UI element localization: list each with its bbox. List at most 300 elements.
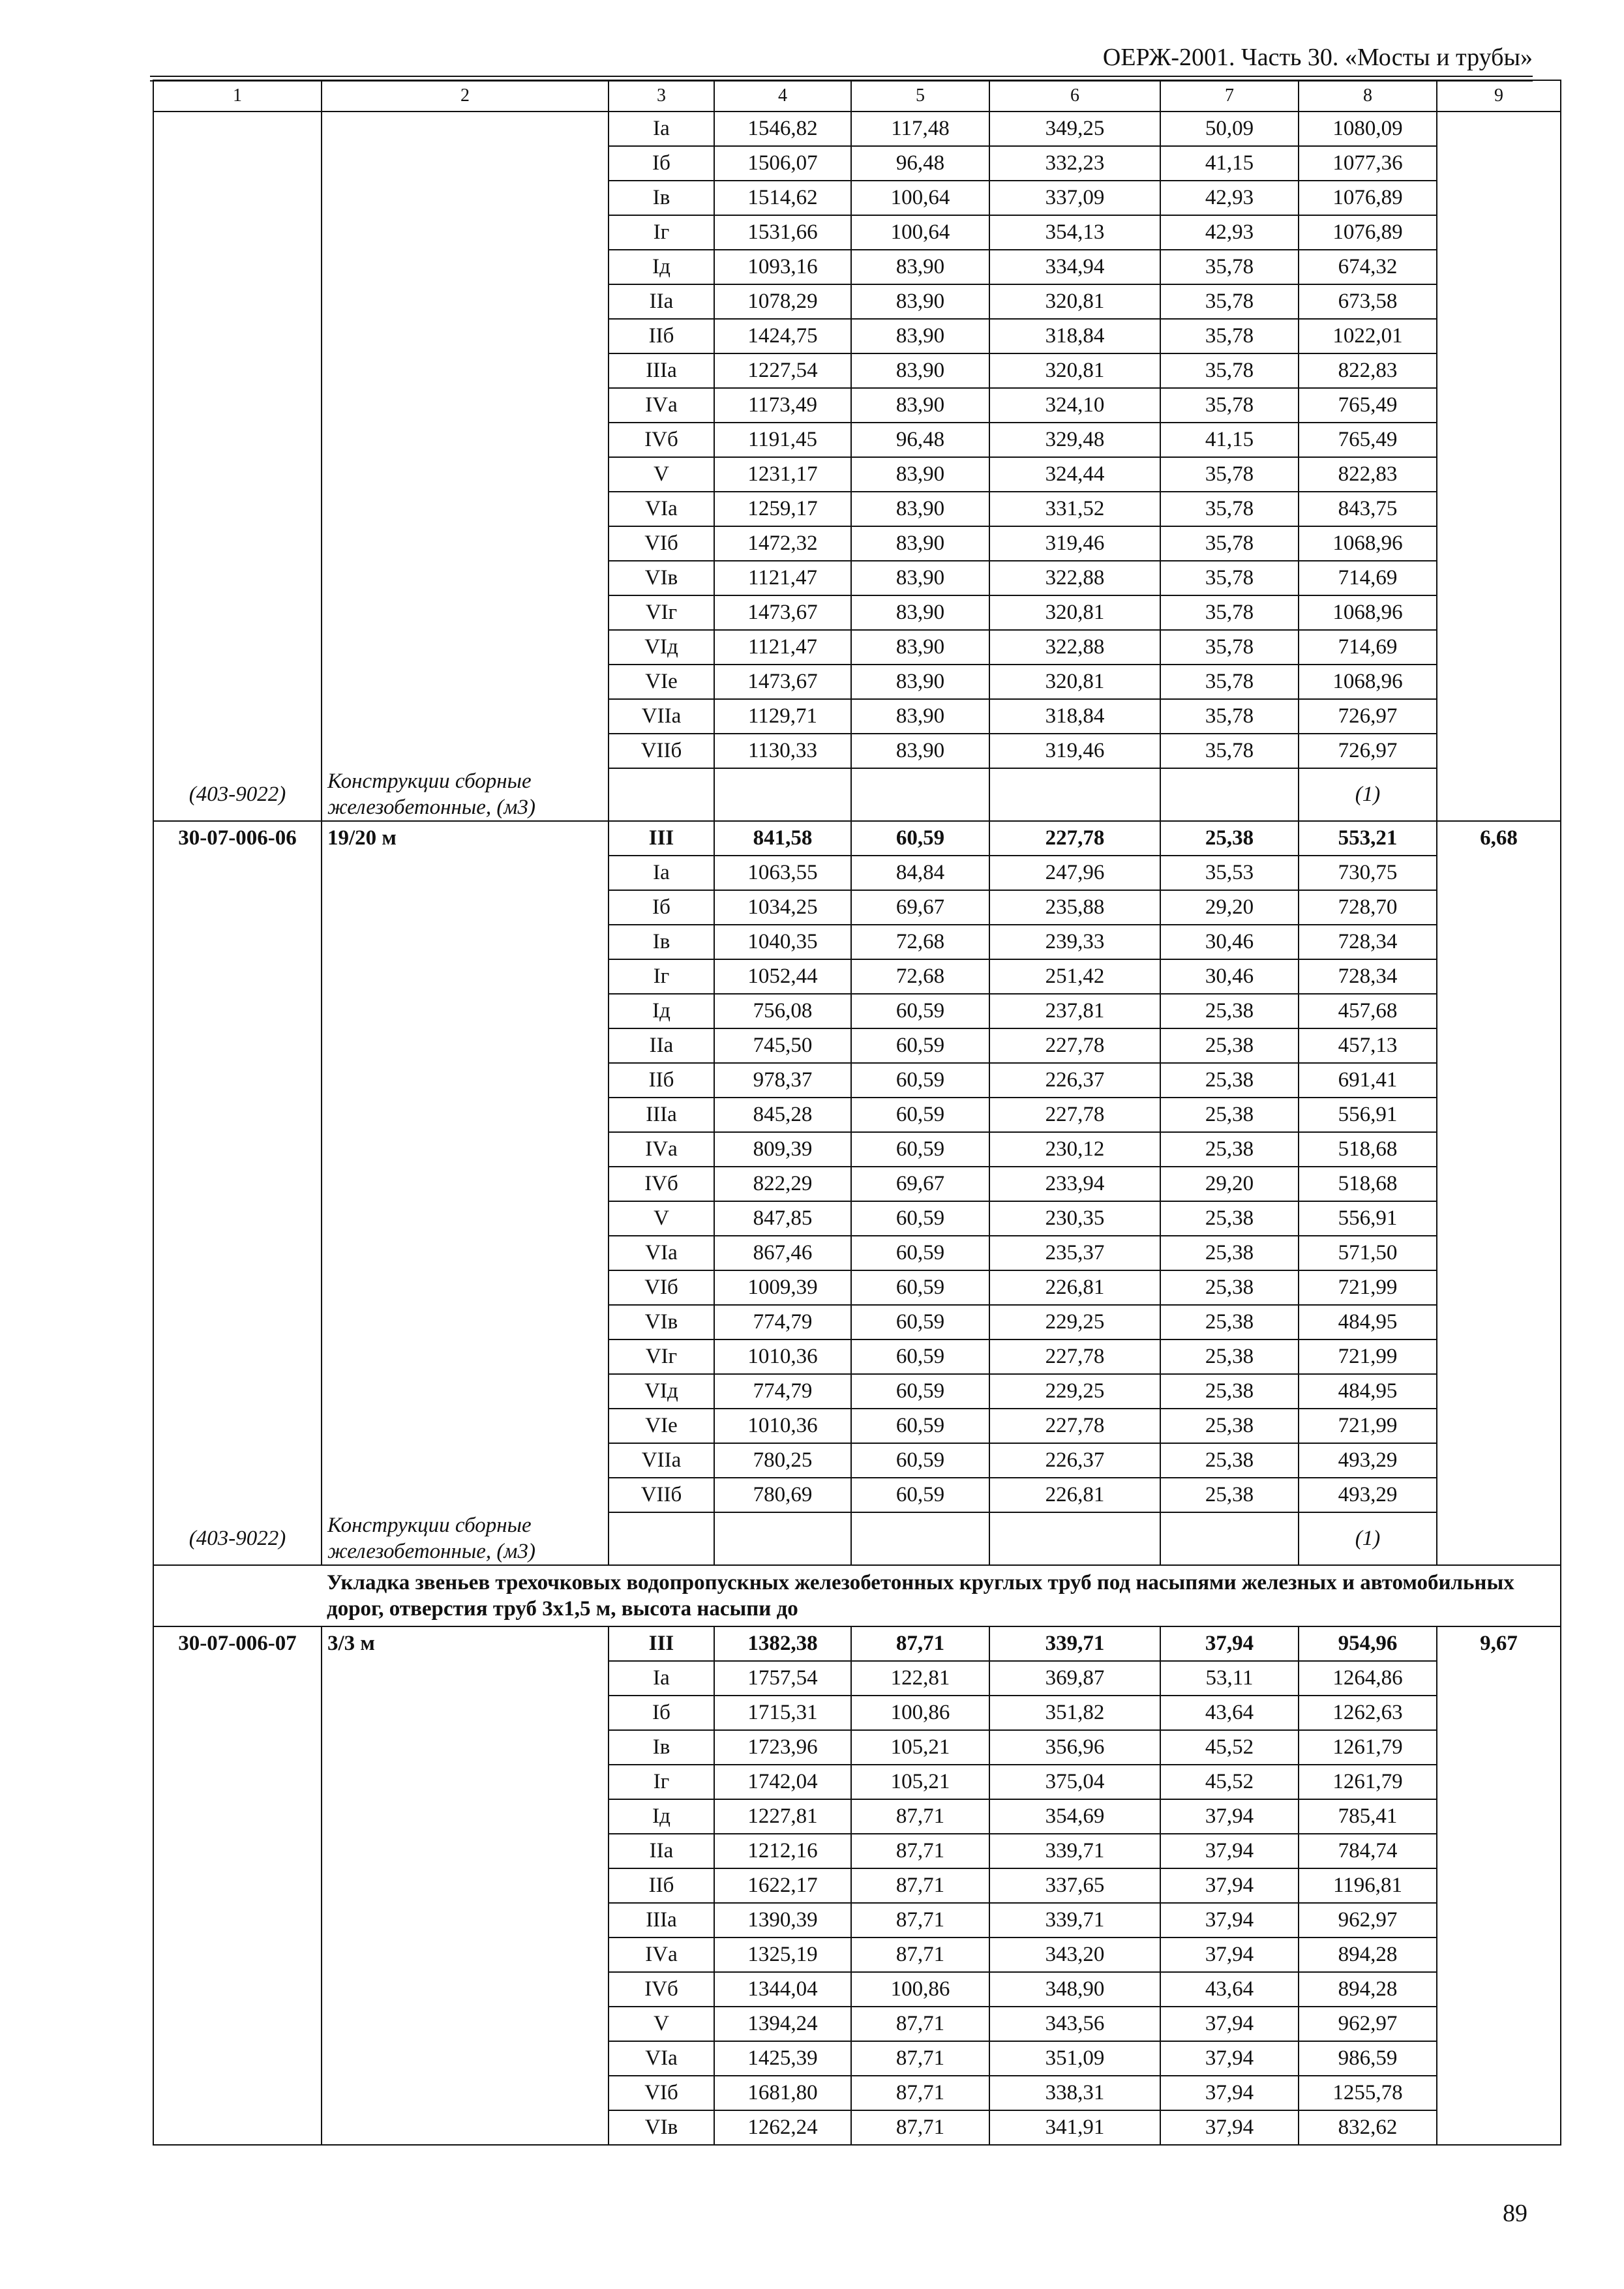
table-row xyxy=(153,1132,1561,1167)
name-spacer xyxy=(322,1478,609,1512)
table-row xyxy=(153,665,1561,699)
value-cell: 60,59 xyxy=(851,1305,989,1339)
code-spacer xyxy=(153,1028,322,1063)
rate-main-row xyxy=(153,1626,1561,1661)
value-cell: 329,48 xyxy=(989,423,1160,457)
table-row xyxy=(153,284,1561,319)
value-cell: 25,38 xyxy=(1160,1201,1299,1236)
value-cell: 1546,82 xyxy=(714,112,851,146)
region-zone: VIIа xyxy=(609,699,714,734)
labor-spacer xyxy=(1437,959,1561,994)
code-spacer xyxy=(153,1409,322,1443)
value-cell: 986,59 xyxy=(1299,2041,1437,2076)
value-cell: 87,71 xyxy=(851,1937,989,1972)
name-spacer xyxy=(322,1765,609,1799)
value-cell: 25,38 xyxy=(1160,1478,1299,1512)
name-spacer xyxy=(322,181,609,215)
table-row xyxy=(153,1270,1561,1305)
value-cell: 235,37 xyxy=(989,1236,1160,1270)
value-cell: 30,46 xyxy=(1160,925,1299,959)
region-zone: VIа xyxy=(609,1236,714,1270)
code-spacer xyxy=(153,1270,322,1305)
code-spacer xyxy=(153,284,322,319)
name-spacer xyxy=(322,319,609,353)
rates-table xyxy=(153,80,1561,2146)
value-cell: 83,90 xyxy=(851,284,989,319)
table-row xyxy=(153,994,1561,1028)
value-cell: 45,52 xyxy=(1160,1765,1299,1799)
value-cell: 37,94 xyxy=(1160,1799,1299,1834)
name-spacer xyxy=(322,959,609,994)
value-cell: 354,69 xyxy=(989,1799,1160,1834)
value-cell: 1076,89 xyxy=(1299,181,1437,215)
value-cell: 1009,39 xyxy=(714,1270,851,1305)
value-cell: 1173,49 xyxy=(714,388,851,423)
value-cell: 319,46 xyxy=(989,526,1160,561)
value-cell: 894,28 xyxy=(1299,1972,1437,2007)
section-spacer xyxy=(153,1565,322,1626)
empty-cell xyxy=(989,1512,1160,1565)
value-cell: 37,94 xyxy=(1160,1626,1299,1661)
code-spacer xyxy=(153,457,322,492)
column-number: 3 xyxy=(609,80,714,112)
table-row xyxy=(153,1478,1561,1512)
value-cell: 1757,54 xyxy=(714,1661,851,1696)
name-spacer xyxy=(322,2110,609,2145)
value-cell: 83,90 xyxy=(851,353,989,388)
empty-cell xyxy=(1160,1512,1299,1565)
labor-spacer xyxy=(1437,994,1561,1028)
column-number: 9 xyxy=(1437,80,1561,112)
region-zone: IIIа xyxy=(609,353,714,388)
column-number: 5 xyxy=(851,80,989,112)
value-cell: 230,12 xyxy=(989,1132,1160,1167)
value-cell: 774,79 xyxy=(714,1374,851,1409)
empty-cell xyxy=(714,1512,851,1565)
value-cell: 100,86 xyxy=(851,1972,989,2007)
value-cell: 227,78 xyxy=(989,1409,1160,1443)
value-cell: 100,64 xyxy=(851,215,989,250)
region-zone: VIIб xyxy=(609,734,714,768)
value-cell: 25,38 xyxy=(1160,1063,1299,1098)
code-spacer xyxy=(153,1834,322,1868)
code-spacer xyxy=(153,1696,322,1730)
value-cell: 1262,63 xyxy=(1299,1696,1437,1730)
value-cell: 337,65 xyxy=(989,1868,1160,1903)
value-cell: 457,13 xyxy=(1299,1028,1437,1063)
value-cell: 35,78 xyxy=(1160,457,1299,492)
labor-spacer xyxy=(1437,526,1561,561)
value-cell: 334,94 xyxy=(989,250,1160,284)
value-cell: 83,90 xyxy=(851,595,989,630)
value-cell: 1196,81 xyxy=(1299,1868,1437,1903)
name-spacer xyxy=(322,1028,609,1063)
value-cell: 37,94 xyxy=(1160,2041,1299,2076)
value-cell: 35,78 xyxy=(1160,388,1299,423)
value-cell: 60,59 xyxy=(851,1098,989,1132)
labor-spacer xyxy=(1437,319,1561,353)
code-spacer xyxy=(153,2007,322,2041)
name-spacer xyxy=(322,1374,609,1409)
value-cell: 9,67 xyxy=(1437,1626,1561,1661)
region-zone: V xyxy=(609,457,714,492)
value-cell: 37,94 xyxy=(1160,2110,1299,2145)
section-title-row xyxy=(153,1565,1561,1626)
value-cell: 1052,44 xyxy=(714,959,851,994)
table-row xyxy=(153,1730,1561,1765)
region-zone: IIб xyxy=(609,319,714,353)
page-header xyxy=(150,38,1533,77)
labor-spacer xyxy=(1437,1201,1561,1236)
value-cell: 87,71 xyxy=(851,2076,989,2110)
value-cell: 553,21 xyxy=(1299,821,1437,856)
rate-code: 30-07-006-06 xyxy=(153,821,322,856)
value-cell: 83,90 xyxy=(851,630,989,665)
region-zone: Iб xyxy=(609,146,714,181)
name-spacer xyxy=(322,1236,609,1270)
region-zone: V xyxy=(609,2007,714,2041)
name-spacer xyxy=(322,1167,609,1201)
value-cell: 60,59 xyxy=(851,1374,989,1409)
value-cell: 230,35 xyxy=(989,1201,1160,1236)
labor-spacer xyxy=(1437,925,1561,959)
empty-cell xyxy=(714,768,851,821)
value-cell: 1425,39 xyxy=(714,2041,851,2076)
table-row xyxy=(153,1374,1561,1409)
code-spacer xyxy=(153,1799,322,1834)
table-row xyxy=(153,457,1561,492)
rate-name: 19/20 м xyxy=(322,821,609,856)
value-cell: 41,15 xyxy=(1160,423,1299,457)
value-cell: 1129,71 xyxy=(714,699,851,734)
region-zone: VIб xyxy=(609,2076,714,2110)
value-cell: 35,53 xyxy=(1160,856,1299,890)
value-cell: 319,46 xyxy=(989,734,1160,768)
value-cell: 227,78 xyxy=(989,821,1160,856)
resource-qty: (1) xyxy=(1299,1512,1437,1565)
resource-row xyxy=(153,768,1561,821)
name-spacer xyxy=(322,665,609,699)
table-row xyxy=(153,492,1561,526)
region-zone: VIв xyxy=(609,1305,714,1339)
value-cell: 29,20 xyxy=(1160,1167,1299,1201)
labor-spacer xyxy=(1437,353,1561,388)
value-cell: 822,83 xyxy=(1299,457,1437,492)
table-row xyxy=(153,1868,1561,1903)
labor-spacer xyxy=(1437,423,1561,457)
table-row xyxy=(153,1339,1561,1374)
labor-spacer xyxy=(1437,2110,1561,2145)
value-cell: 765,49 xyxy=(1299,423,1437,457)
table-row xyxy=(153,959,1561,994)
value-cell: 730,75 xyxy=(1299,856,1437,890)
value-cell: 1473,67 xyxy=(714,595,851,630)
table-row xyxy=(153,630,1561,665)
value-cell: 691,41 xyxy=(1299,1063,1437,1098)
labor-spacer xyxy=(1437,665,1561,699)
code-spacer xyxy=(153,1765,322,1799)
value-cell: 847,85 xyxy=(714,1201,851,1236)
value-cell: 226,81 xyxy=(989,1478,1160,1512)
value-cell: 1068,96 xyxy=(1299,595,1437,630)
value-cell: 338,31 xyxy=(989,2076,1160,2110)
table-row xyxy=(153,250,1561,284)
value-cell: 1473,67 xyxy=(714,665,851,699)
value-cell: 122,81 xyxy=(851,1661,989,1696)
value-cell: 714,69 xyxy=(1299,630,1437,665)
resource-code: (403-9022) xyxy=(153,768,322,821)
table-row xyxy=(153,1765,1561,1799)
value-cell: 493,29 xyxy=(1299,1478,1437,1512)
value-cell: 1264,86 xyxy=(1299,1661,1437,1696)
name-spacer xyxy=(322,1270,609,1305)
table-row xyxy=(153,423,1561,457)
value-cell: 1231,17 xyxy=(714,457,851,492)
table-row xyxy=(153,1409,1561,1443)
value-cell: 721,99 xyxy=(1299,1270,1437,1305)
labor-spacer xyxy=(1437,457,1561,492)
value-cell: 84,84 xyxy=(851,856,989,890)
value-cell: 105,21 xyxy=(851,1765,989,1799)
region-zone: Iа xyxy=(609,112,714,146)
column-number: 4 xyxy=(714,80,851,112)
region-zone: III xyxy=(609,1626,714,1661)
value-cell: 83,90 xyxy=(851,457,989,492)
value-cell: 233,94 xyxy=(989,1167,1160,1201)
value-cell: 1121,47 xyxy=(714,630,851,665)
value-cell: 35,78 xyxy=(1160,699,1299,734)
value-cell: 351,09 xyxy=(989,2041,1160,2076)
name-spacer xyxy=(322,1937,609,1972)
value-cell: 229,25 xyxy=(989,1305,1160,1339)
value-cell: 484,95 xyxy=(1299,1374,1437,1409)
resource-name: Конструкции сборные железобетонные, (м3) xyxy=(322,1512,609,1565)
labor-spacer xyxy=(1437,2007,1561,2041)
labor-spacer xyxy=(1437,630,1561,665)
value-cell: 375,04 xyxy=(989,1765,1160,1799)
value-cell: 571,50 xyxy=(1299,1236,1437,1270)
code-spacer xyxy=(153,250,322,284)
value-cell: 714,69 xyxy=(1299,561,1437,595)
code-spacer xyxy=(153,1236,322,1270)
labor-spacer xyxy=(1437,215,1561,250)
code-spacer xyxy=(153,319,322,353)
value-cell: 324,10 xyxy=(989,388,1160,423)
labor-spacer xyxy=(1437,1696,1561,1730)
value-cell: 556,91 xyxy=(1299,1201,1437,1236)
region-zone: Iв xyxy=(609,181,714,215)
labor-spacer xyxy=(1437,1868,1561,1903)
region-zone: Iб xyxy=(609,1696,714,1730)
name-spacer xyxy=(322,994,609,1028)
value-cell: 251,42 xyxy=(989,959,1160,994)
labor-spacer xyxy=(1437,112,1561,146)
name-spacer xyxy=(322,1868,609,1903)
value-cell: 337,09 xyxy=(989,181,1160,215)
value-cell: 1034,25 xyxy=(714,890,851,925)
region-zone: Iа xyxy=(609,1661,714,1696)
name-spacer xyxy=(322,215,609,250)
labor-spacer xyxy=(1437,1478,1561,1512)
value-cell: 774,79 xyxy=(714,1305,851,1339)
labor-spacer xyxy=(1437,1661,1561,1696)
value-cell: 1531,66 xyxy=(714,215,851,250)
region-zone: Iв xyxy=(609,1730,714,1765)
labor-spacer xyxy=(1437,1834,1561,1868)
value-cell: 69,67 xyxy=(851,890,989,925)
table-row xyxy=(153,146,1561,181)
resource-name: Конструкции сборные железобетонные, (м3) xyxy=(322,768,609,821)
value-cell: 339,71 xyxy=(989,1626,1160,1661)
region-zone: VIб xyxy=(609,1270,714,1305)
resource-qty: (1) xyxy=(1299,768,1437,821)
region-zone: Iв xyxy=(609,925,714,959)
name-spacer xyxy=(322,1443,609,1478)
value-cell: 728,34 xyxy=(1299,925,1437,959)
name-spacer xyxy=(322,284,609,319)
value-cell: 324,44 xyxy=(989,457,1160,492)
value-cell: 42,93 xyxy=(1160,181,1299,215)
column-number: 8 xyxy=(1299,80,1437,112)
value-cell: 6,68 xyxy=(1437,821,1561,856)
code-spacer xyxy=(153,2076,322,2110)
table-row xyxy=(153,734,1561,768)
region-zone: VIе xyxy=(609,665,714,699)
value-cell: 100,86 xyxy=(851,1696,989,1730)
value-cell: 674,32 xyxy=(1299,250,1437,284)
region-zone: Iг xyxy=(609,215,714,250)
table-row xyxy=(153,1799,1561,1834)
region-zone: IIIа xyxy=(609,1903,714,1937)
value-cell: 25,38 xyxy=(1160,1443,1299,1478)
value-cell: 673,58 xyxy=(1299,284,1437,319)
code-spacer xyxy=(153,734,322,768)
value-cell: 726,97 xyxy=(1299,734,1437,768)
value-cell: 229,25 xyxy=(989,1374,1160,1409)
value-cell: 43,64 xyxy=(1160,1696,1299,1730)
value-cell: 83,90 xyxy=(851,492,989,526)
value-cell: 1742,04 xyxy=(714,1765,851,1799)
value-cell: 87,71 xyxy=(851,1903,989,1937)
value-cell: 1022,01 xyxy=(1299,319,1437,353)
code-spacer xyxy=(153,561,322,595)
value-cell: 756,08 xyxy=(714,994,851,1028)
table-row xyxy=(153,2007,1561,2041)
value-cell: 72,68 xyxy=(851,959,989,994)
value-cell: 60,59 xyxy=(851,1028,989,1063)
labor-spacer xyxy=(1437,250,1561,284)
code-spacer xyxy=(153,994,322,1028)
name-spacer xyxy=(322,526,609,561)
region-zone: IVб xyxy=(609,1167,714,1201)
value-cell: 322,88 xyxy=(989,630,1160,665)
name-spacer xyxy=(322,734,609,768)
value-cell: 35,78 xyxy=(1160,561,1299,595)
labor-spacer xyxy=(1437,1972,1561,2007)
name-spacer xyxy=(322,630,609,665)
labor-spacer xyxy=(1437,1339,1561,1374)
name-spacer xyxy=(322,1409,609,1443)
name-spacer xyxy=(322,856,609,890)
table-row xyxy=(153,1696,1561,1730)
resource-row xyxy=(153,1512,1561,1565)
value-cell: 237,81 xyxy=(989,994,1160,1028)
name-spacer xyxy=(322,595,609,630)
value-cell: 1261,79 xyxy=(1299,1765,1437,1799)
table-row xyxy=(153,1028,1561,1063)
name-spacer xyxy=(322,2041,609,2076)
labor-spacer xyxy=(1437,890,1561,925)
code-spacer xyxy=(153,2041,322,2076)
value-cell: 83,90 xyxy=(851,388,989,423)
labor-spacer xyxy=(1437,2041,1561,2076)
page-number: 89 xyxy=(1503,2200,1527,2227)
value-cell: 60,59 xyxy=(851,1443,989,1478)
value-cell: 83,90 xyxy=(851,250,989,284)
value-cell: 29,20 xyxy=(1160,890,1299,925)
value-cell: 1723,96 xyxy=(714,1730,851,1765)
name-spacer xyxy=(322,457,609,492)
region-zone: VIв xyxy=(609,2110,714,2145)
empty-cell xyxy=(989,768,1160,821)
value-cell: 745,50 xyxy=(714,1028,851,1063)
name-spacer xyxy=(322,112,609,146)
region-zone: VIа xyxy=(609,2041,714,2076)
value-cell: 780,69 xyxy=(714,1478,851,1512)
name-spacer xyxy=(322,2007,609,2041)
rate-name: 3/3 м xyxy=(322,1626,609,1661)
value-cell: 1394,24 xyxy=(714,2007,851,2041)
table-row xyxy=(153,1443,1561,1478)
name-spacer xyxy=(322,1339,609,1374)
labor-spacer xyxy=(1437,1132,1561,1167)
code-spacer xyxy=(153,890,322,925)
value-cell: 1212,16 xyxy=(714,1834,851,1868)
code-spacer xyxy=(153,1098,322,1132)
table-row xyxy=(153,2076,1561,2110)
region-zone: III xyxy=(609,821,714,856)
region-zone: VIд xyxy=(609,1374,714,1409)
code-spacer xyxy=(153,1063,322,1098)
code-spacer xyxy=(153,1305,322,1339)
value-cell: 25,38 xyxy=(1160,1098,1299,1132)
labor-spacer xyxy=(1437,388,1561,423)
section-title: Укладка звеньев трехочковых водопропускных железобетонных круглых труб под насыпями железных и автомобильных дорог, отверстия труб 3х1,5 м, высота насыпи до xyxy=(322,1565,1561,1626)
value-cell: 69,67 xyxy=(851,1167,989,1201)
code-spacer xyxy=(153,146,322,181)
code-spacer xyxy=(153,1339,322,1374)
labor-spacer xyxy=(1437,1730,1561,1765)
value-cell: 25,38 xyxy=(1160,1028,1299,1063)
region-zone: IIб xyxy=(609,1868,714,1903)
value-cell: 60,59 xyxy=(851,1478,989,1512)
rate-code: 30-07-006-07 xyxy=(153,1626,322,1661)
value-cell: 348,90 xyxy=(989,1972,1160,2007)
table-row xyxy=(153,1098,1561,1132)
table-row xyxy=(153,2110,1561,2145)
value-cell: 1191,45 xyxy=(714,423,851,457)
name-spacer xyxy=(322,146,609,181)
header-title: ОЕРЖ-2001. Часть 30. «Мосты и трубы» xyxy=(1102,44,1533,71)
value-cell: 83,90 xyxy=(851,734,989,768)
name-spacer xyxy=(322,925,609,959)
labor-spacer xyxy=(1437,1903,1561,1937)
value-cell: 518,68 xyxy=(1299,1167,1437,1201)
value-cell: 320,81 xyxy=(989,595,1160,630)
table-row xyxy=(153,1661,1561,1696)
labor-spacer xyxy=(1437,856,1561,890)
name-spacer xyxy=(322,1063,609,1098)
